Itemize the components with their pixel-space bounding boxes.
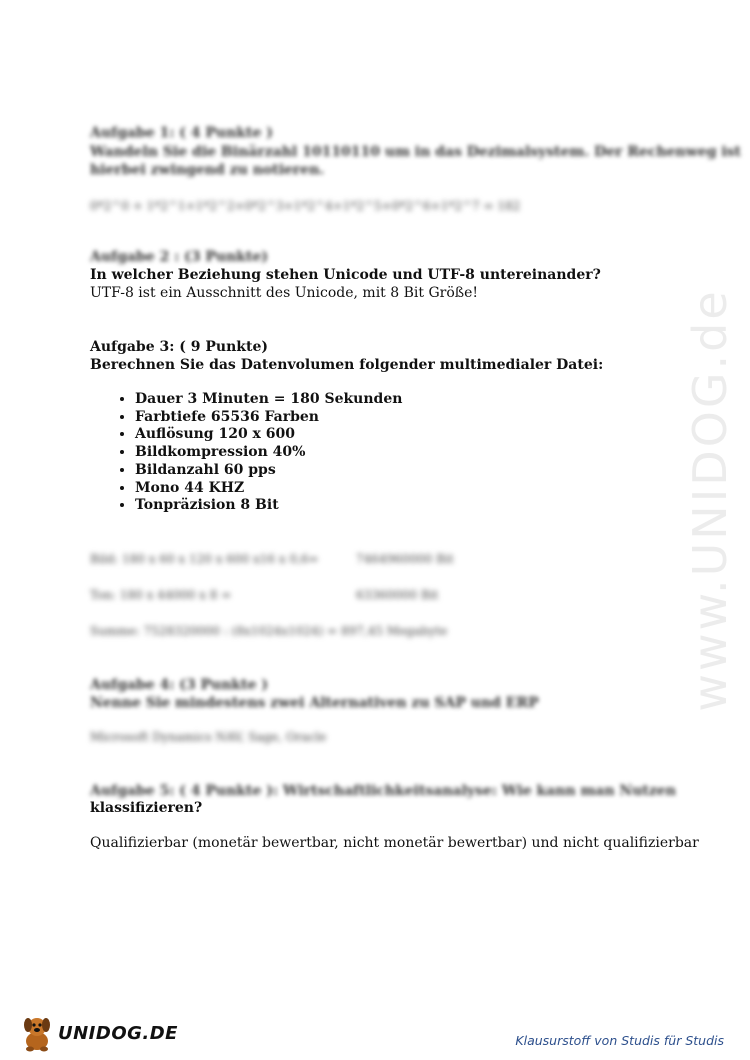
task3-calc-audio-label: Ton: 180 x 44000 x 8 =: [90, 588, 232, 602]
task2-question: In welcher Beziehung stehen Unicode und UTF-8 untereinander?: [90, 267, 601, 283]
task1-heading: Aufgabe 1: ( 4 Punkte ): [90, 125, 273, 141]
list-item: • Bildanzahl 60 pps: [135, 462, 402, 480]
list-item: • Mono 44 KHZ: [135, 480, 402, 498]
list-item: • Dauer 3 Minuten = 180 Sekunden: [135, 391, 402, 409]
task3-bullet-list: [90, 391, 402, 515]
unidog-logo: [20, 1012, 178, 1054]
task3-heading: Aufgabe 3: ( 9 Punkte): [90, 339, 268, 355]
task3-calc-image-value: 7464960000 Bit: [356, 552, 454, 566]
task2-heading: Aufgabe 2 : (3 Punkte): [90, 249, 268, 265]
task5-heading-line1: Aufgabe 5: ( 4 Punkte ): Wirtschaftlichkeitsanalyse: Wie kann man Nutzen: [90, 783, 676, 799]
task5-heading-line2: klassifizieren?: [90, 800, 203, 816]
task5-answer: Qualifizierbar (monetär bewertbar, nicht monetär bewertbar) und nicht qualifizierbar: [90, 835, 699, 851]
task3-question: Berechnen Sie das Datenvolumen folgender multimedialer Datei:: [90, 357, 604, 373]
list-item: • Bildkompression 40%: [135, 444, 402, 462]
task1-answer: 0*2^0 + 1*2^1+1*2^2+0*2^3+1*2^4+1*2^5+0*2^6+1*2^7 = 182: [90, 199, 521, 213]
task4-heading: Aufgabe 4: (3 Punkte ): [90, 677, 268, 693]
task4-answer: Microsoft Dynamics NAV, Sage, Oracle: [90, 730, 327, 744]
list-item: • Auflösung 120 x 600: [135, 426, 402, 444]
task3-calc-audio-value: 63360000 Bit: [356, 588, 439, 602]
watermark: www.UNIDOG.de: [683, 288, 737, 712]
footer-tagline: Klausurstoff von Studis für Studis: [515, 1033, 724, 1048]
task1-question-line1: Wandeln Sie die Binärzahl 10110110 um in das Dezimalsystem. Der Rechenweg ist: [90, 144, 742, 160]
logo-text: UNIDOG.DE: [58, 1022, 178, 1044]
task4-question: Nenne Sie mindestens zwei Alternativen zu SAP und ERP: [90, 695, 539, 711]
dog-mascot-icon: [20, 1013, 54, 1053]
task2-answer: UTF-8 ist ein Ausschnitt des Unicode, mit 8 Bit Größe!: [90, 285, 479, 301]
task1-question-line2: hierbei zwingend zu notieren.: [90, 162, 325, 178]
list-item: • Farbtiefe 65536 Farben: [135, 409, 402, 427]
task3-sum: Summe: 7528320000 : (8x1024x1024) = 897,45 Megabyte: [90, 624, 448, 638]
task3-calc-image-label: Bild: 180 x 60 x 120 x 600 x16 x 0,6=: [90, 552, 319, 566]
list-item: • Tonpräzision 8 Bit: [135, 497, 402, 515]
